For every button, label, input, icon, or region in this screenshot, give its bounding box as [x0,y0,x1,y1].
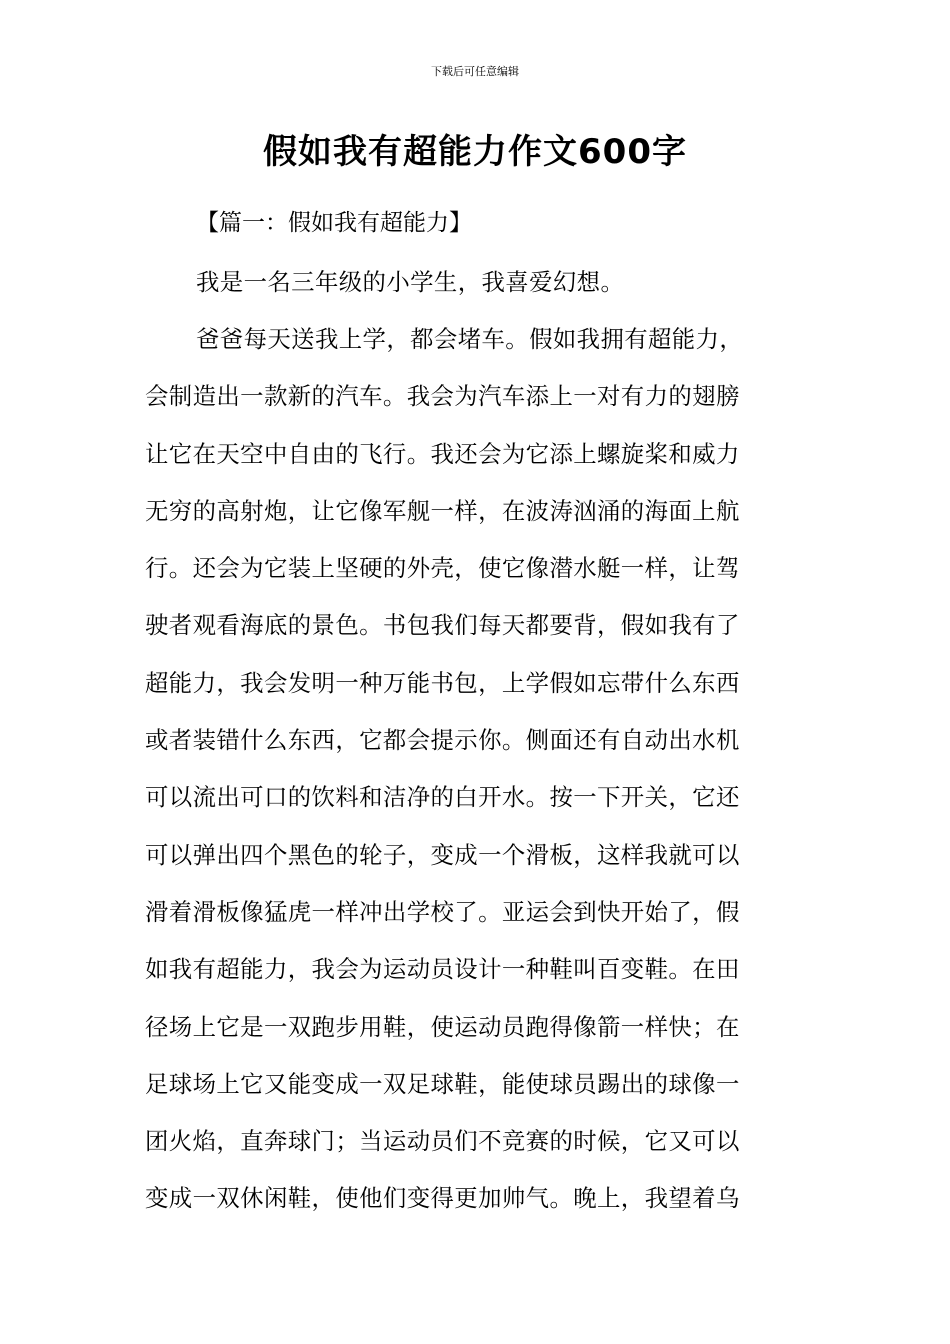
paragraph-line: 或者装错什么东西，它都会提示你。侧面还有自动出水机 [145,726,740,755]
paragraph-line: 无穷的高射炮，让它像军舰一样，在波涛汹涌的海面上航 [145,496,740,525]
paragraph-line: 行。还会为它装上坚硬的外壳，使它像潜水艇一样，让驾 [145,554,740,583]
paragraph-line: 足球场上它又能变成一双足球鞋，能使球员踢出的球像一 [145,1069,740,1098]
document-title: 假如我有超能力作文600字 [263,132,687,172]
paragraph-line: 驶者观看海底的景色。书包我们每天都要背，假如我有了 [145,611,740,640]
paragraph-line: 可以流出可口的饮料和洁净的白开水。按一下开关，它还 [145,783,740,812]
paragraph-line: 变成一双休闲鞋，使他们变得更加帅气。晚上，我望着乌 [145,1184,740,1213]
section-heading: 【篇一：假如我有超能力】 [196,210,472,236]
paragraph-line: 团火焰，直奔球门；当运动员们不竞赛的时候，它又可以 [145,1127,740,1156]
paragraph-line: 如我有超能力，我会为运动员设计一种鞋叫百变鞋。在田 [145,955,740,984]
paragraph-line: 超能力，我会发明一种万能书包，上学假如忘带什么东西 [145,668,740,697]
paragraph-line: 可以弹出四个黑色的轮子，变成一个滑板，这样我就可以 [145,840,740,869]
paragraph-line: 让它在天空中自由的飞行。我还会为它添上螺旋桨和威力 [145,439,740,468]
paragraph-line: 我是一名三年级的小学生，我喜爱幻想。 [196,268,625,296]
paragraph-intro [145,254,807,311]
header-note: 下载后可任意编辑 [431,65,519,78]
paragraph-line: 滑着滑板像猛虎一样冲出学校了。亚运会到快开始了，假 [145,897,740,926]
paragraph-main [145,311,807,1228]
paragraph-line: 爸爸每天送我上学，都会堵车。假如我拥有超能力， [196,325,744,353]
paragraph-line: 会制造出一款新的汽车。我会为汽车添上一对有力的翅膀 [145,382,740,411]
paragraph-line: 径场上它是一双跑步用鞋，使运动员跑得像箭一样快；在 [145,1012,740,1041]
